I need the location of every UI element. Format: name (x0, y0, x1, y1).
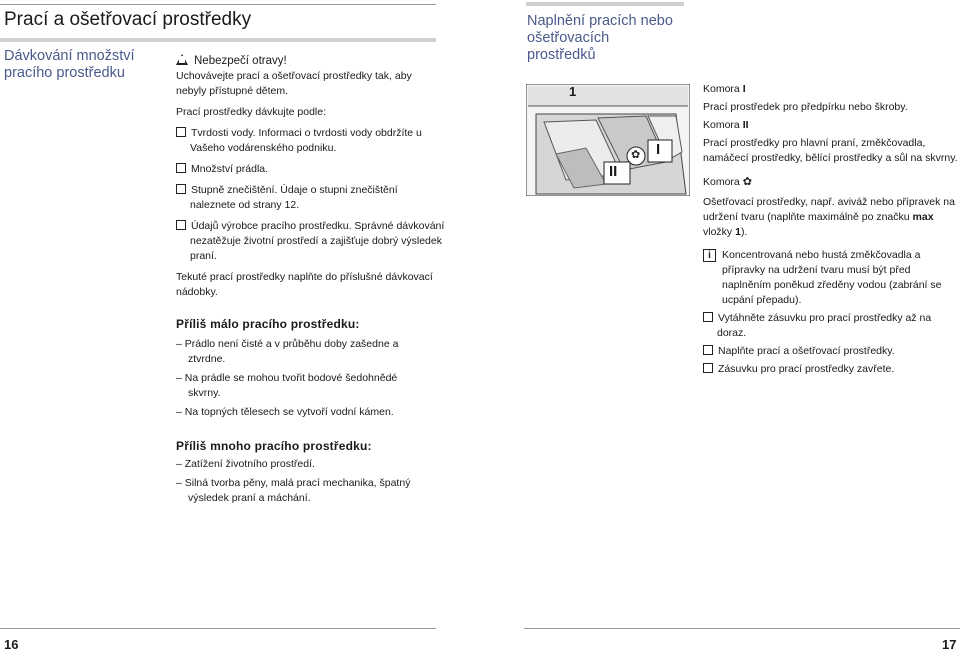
checkbox-icon (703, 312, 713, 322)
detergent-drawer-figure (526, 84, 690, 196)
page-title: Prací a ošetřovací prostředky (4, 9, 252, 30)
checkbox-icon (176, 184, 186, 194)
dosing-intro: Prací prostředky dávkujte podle: (176, 106, 326, 118)
list-item: – Na topných tělesech se vytvoří vodní kámen. (176, 406, 394, 418)
checkbox-icon (176, 163, 186, 173)
list-item: – Zatížení životního prostředí. (176, 458, 315, 470)
chamber1-label: Komora I (703, 83, 746, 95)
checkbox-icon (703, 363, 713, 373)
warning-title: Nebezpečí otravy! (194, 55, 287, 67)
too-little-heading: Příliš málo pracího prostředku: (176, 317, 360, 331)
chamber3-desc: Ošetřovací prostředky, např. aviváž nebo přípravek na udržení tvaru (naplňte maximálně po značku max vložky 1). (703, 196, 955, 238)
bottom-rule-left (0, 628, 436, 629)
header-bar-right (526, 2, 684, 6)
chamber2-symbol: II (742, 119, 749, 131)
page-number-left: 16 (4, 637, 19, 652)
list-item: – Prádlo není čisté a v průběhu doby zašedne a ztvrdne. (176, 338, 399, 365)
right-body (703, 82, 960, 377)
section-heading-dosing: Dávkování množství pracího prostředku (4, 48, 135, 81)
info-icon: i (703, 249, 716, 262)
checkbox-icon (176, 127, 186, 137)
top-rule-left (0, 4, 436, 5)
list-item: – Na prádle se mohou tvořit bodové šedohnědé skvrny. (176, 372, 398, 399)
warning-icon (176, 54, 188, 65)
step-item: Naplňte prací a ošetřovací prostředky. (703, 344, 960, 359)
list-item: Údajů výrobce pracího prostředku. Správné dávkování nezatěžuje životní prostředí a zajišťuje dobrý výsledek praní. (176, 219, 452, 264)
info-note: i Koncentrovaná nebo hustá změkčovadla a přípravky na udržení tvaru musí být před naplněním poněkud zředěny vodou (zabrání se ucpání přepadu). (703, 248, 960, 308)
warning-text: Uchovávejte prací a ošetřovací prostředky tak, aby nebyly přístupné dětem. (176, 70, 412, 97)
section-heading-filling: Naplnění pracích nebo ošetřovacích prostředků (527, 13, 673, 63)
checkbox-icon (703, 345, 713, 355)
left-body (176, 53, 445, 506)
flower-symbol-icon: ✿ (742, 176, 752, 188)
title-underline (0, 38, 436, 42)
page-number-right: 17 (942, 637, 957, 652)
chamber2-desc: Prací prostředky pro hlavní praní, změkčovadla, namáčecí prostředky, bělící prostředky a sůl na skvrny. (703, 137, 958, 164)
chamber-marker-i: I (656, 141, 661, 158)
liquid-note: Tekuté prací prostředky naplňte do příslušné dávkovací nádobky. (176, 271, 433, 298)
chamber1-desc: Prací prostředek pro předpírku nebo škroby. (703, 101, 908, 113)
figure-label-1: 1 (569, 84, 577, 99)
list-item: – Silná tvorba pěny, malá prací mechanika, špatný výsledek praní a máchání. (176, 477, 411, 504)
chamber-marker-ii: II (609, 163, 618, 180)
list-item: Stupně znečištění. Údaje o stupni znečištění naleznete od strany 12. (176, 183, 436, 213)
step-item: Zásuvku pro prací prostředky zavřete. (703, 362, 960, 377)
drawer-illustration (526, 84, 690, 196)
step-item: Vytáhněte zásuvku pro prací prostředky až na doraz. (703, 311, 960, 341)
checkbox-icon (176, 220, 186, 230)
list-item: Tvrdosti vody. Informaci o tvrdosti vody obdržíte u Vašeho vodárenského podniku. (176, 126, 436, 156)
bottom-rule-right (524, 628, 960, 629)
chamber2-label: Komora II (703, 119, 749, 131)
list-item: Množství prádla. (176, 162, 436, 177)
chamber3-label: Komora ✿ (703, 176, 752, 188)
flower-icon: ✿ (631, 149, 641, 161)
chamber1-symbol: I (742, 83, 746, 95)
too-much-heading: Příliš mnoho pracího prostředku: (176, 439, 372, 453)
